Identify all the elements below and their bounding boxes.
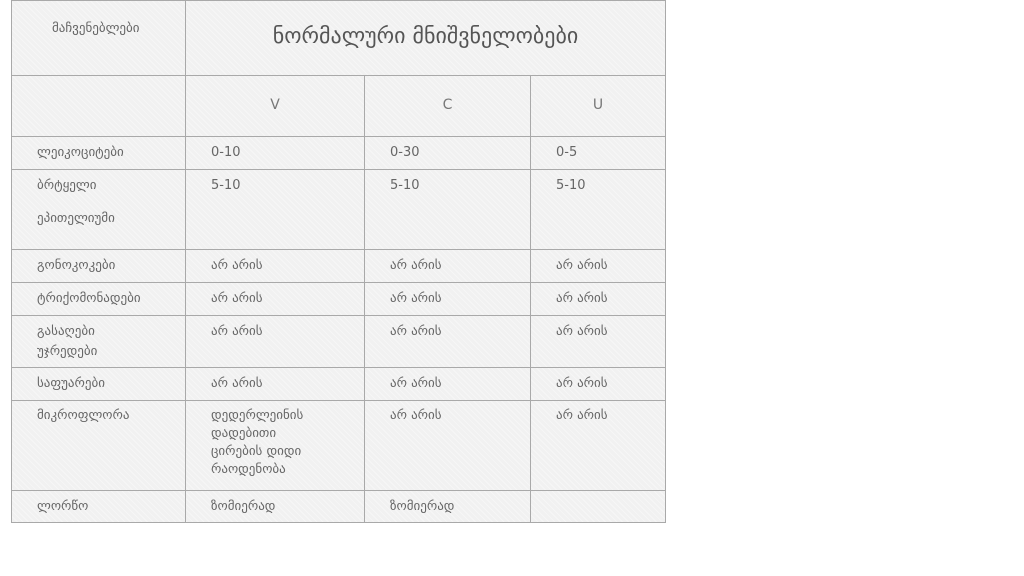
cell-u [531,491,666,523]
table-row [12,137,666,170]
cell-line: ეპითელიუმი [37,211,115,226]
row-name [12,316,186,368]
cell-v [186,401,365,491]
cell-line: არ არის [211,324,263,339]
cell-line: 0-5 [556,145,578,160]
cell-u [531,250,666,283]
cell-line: 0-30 [390,145,420,160]
cell-c [365,491,531,523]
cell-line: ლეიკოციტები [37,145,124,160]
cell-u [531,170,666,250]
cell-v [186,368,365,401]
cell-line: არ არის [211,291,263,306]
cell-line: არ არის [556,291,608,306]
cell-line: არ არის [390,291,442,306]
cell-c [365,401,531,491]
cell-line: არ არის [556,324,608,339]
table-row [12,250,666,283]
cell-u [531,316,666,368]
reference-table-container [11,0,665,523]
table-row [12,170,666,250]
cell-v [186,491,365,523]
row-name [12,283,186,316]
cell-c [365,137,531,170]
cell-line: 0-10 [211,145,241,160]
cell-line: ზომიერად [390,499,455,514]
cell-v [186,316,365,368]
cell-line: არ არის [390,376,442,391]
subheader-c: C [365,76,531,137]
row-name [12,491,186,523]
table-row [12,491,666,523]
cell-v [186,283,365,316]
cell-line: არ არის [556,258,608,273]
cell-line: საფუარები [37,376,105,391]
cell-line: არ არის [556,376,608,391]
row-name [12,170,186,250]
cell-line: არ არის [211,258,263,273]
cell-line: არ არის [211,376,263,391]
row-name [12,250,186,283]
subheader-empty [12,76,186,137]
cell-c [365,170,531,250]
cell-line: დედერლეინის [211,408,304,423]
cell-line: 5-10 [556,178,586,193]
header-normal-values: ნორმალური მნიშვნელობები [186,1,666,76]
cell-line: ზომიერად [211,499,276,514]
cell-line: გონოკოკები [37,258,116,273]
cell-line: ბრტყელი [37,178,97,193]
table-row [12,283,666,316]
cell-c [365,316,531,368]
cell-c [365,368,531,401]
cell-v [186,250,365,283]
cell-line: ლორწო [37,499,89,514]
cell-line: 5-10 [390,178,420,193]
cell-line: არ არის [390,258,442,273]
cell-line: გასაღები [37,324,95,339]
row-name [12,368,186,401]
cell-u [531,137,666,170]
cell-line: უჯრედები [37,344,98,359]
table-header-row [12,1,666,76]
subheader-u: U [531,76,666,137]
cell-u [531,283,666,316]
cell-c [365,283,531,316]
cell-line: 5-10 [211,178,241,193]
cell-line: არ არის [390,408,442,423]
table-row [12,401,666,491]
subheader-v: V [186,76,365,137]
cell-v [186,137,365,170]
cell-c [365,250,531,283]
row-name [12,401,186,491]
cell-u [531,401,666,491]
cell-line: დადებითი [211,426,277,441]
normal-values-table [11,0,666,523]
cell-line: არ არის [556,408,608,423]
cell-line: რაოდენობა [211,462,286,477]
table-row [12,368,666,401]
cell-line: ცირების დიდი [211,444,302,459]
cell-line: ტრიქომონადები [37,291,141,306]
cell-u [531,368,666,401]
row-name [12,137,186,170]
cell-v [186,170,365,250]
table-subheader-row [12,76,666,137]
table-row [12,316,666,368]
header-metrics: მაჩვენებლები [12,1,186,76]
cell-line: მიკროფლორა [37,408,130,423]
cell-line: არ არის [390,324,442,339]
